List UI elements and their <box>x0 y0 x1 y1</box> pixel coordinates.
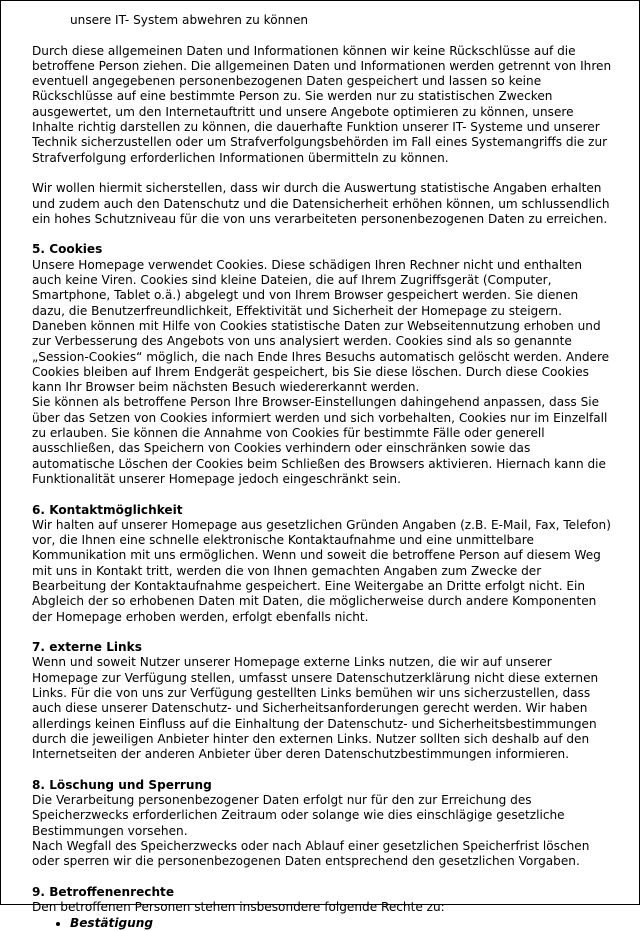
spacer <box>32 28 614 43</box>
section-contact <box>32 503 614 625</box>
section-deletion <box>32 778 614 870</box>
section-paragraph: Nach Wegfall des Speicherzwecks oder nach Ablauf einer gesetzlichen Speicherfrist löschen oder sperren wir die personenbezogenen Daten entsprechend den gesetzlichen Vorgaben. <box>32 839 590 869</box>
spacer <box>32 625 614 640</box>
section-paragraph: Wir halten auf unserer Homepage aus gesetzlichen Gründen Angaben (z.B. E-Mail, Fax, Telefon) vor, die Ihnen eine schnelle elektronische Kontaktaufnahme und eine unmittelbare Kommunikation mit uns ermöglichen. Wenn und soweit die betroffene Person auf diesem Weg mit uns in Kontakt tritt, werden die von Ihnen gemachten Angaben zum Zwecke der Bearbeitung der Kontaktaufnahme gespeichert. Eine Weitergabe an Dritte erfolgt nicht. Ein Abgleich der so erhobenen Daten mit Daten, die möglicherweise durch andere Komponenten der Homepage erhoben werden, erfolgt ebenfalls nicht. <box>32 517 611 624</box>
section-paragraph: Die Verarbeitung personenbezogener Daten erfolgt nur für den zur Erreichung des Speicherzwecks erforderlichen Zeitraum oder solange wie dies einschlägige gesetzliche Bestimmungen vorsehen. <box>32 793 565 838</box>
section-cookies <box>32 242 614 487</box>
section-heading: 9. Betroffenenrechte <box>32 884 175 899</box>
section-paragraph: Unsere Homepage verwendet Cookies. Diese schädigen Ihren Rechner nicht und enthalten auch keine Viren. Cookies sind kleine Dateien, die auf Ihrem Zugriffsgerät (Computer, Smartphone, Tablet o.ä.) abgelegt und von Ihrem Browser gespeichert werden. Sie dienen dazu, die Benutzerfreundlichkeit, Effektivität und Sicherheit der Homepage zu steigern. Daneben können mit Hilfe von Cookies statistische Daten zur Webseitennutzung erhoben und zur Verbesserung des Angebots von uns analysiert werden. Cookies sind als so genannte „Session-Cookies“ möglich, die nach Ende Ihres Besuchs automatisch gelöscht werden. Andere Cookies bleiben auf Ihrem Endgerät gespeichert, bis Sie diese löschen. Durch diese Cookies kann Ihr Browser beim nächsten Besuch wiedererkannt werden. <box>32 257 610 395</box>
document-body <box>32 13 614 931</box>
list-item: • Bestätigung <box>70 916 614 931</box>
spacer <box>32 763 614 778</box>
section-rights <box>32 885 614 931</box>
section-external-links <box>32 640 614 762</box>
section-paragraph: Wenn und soweit Nutzer unserer Homepage externe Links nutzen, die wir auf unserer Homepage zur Verfügung stellen, umfasst unsere Datenschutzerklärung nicht diese externen Links. Für die von uns zur Verfügung gestellten Links bemühen wir uns sicherzustellen, dass auch diese unserer Datenschutz- und Sicherheitsanforderungen gerecht werden. Wir haben allerdings keinen Einfluss auf die Einhaltung der Datenschutz- und Sicherheitsbestimmungen durch die jeweiligen Anbieter hinter den externen Links. Nutzer sollten sich deshalb auf den Internetseiten der anderen Anbieter über deren Datenschutzbestimmungen informieren. <box>32 655 599 762</box>
section-paragraph: Den betroffenen Personen stehen insbesondere folgende Rechte zu: <box>32 900 445 915</box>
section-heading: 5. Cookies <box>32 242 103 257</box>
spacer <box>32 487 614 502</box>
spacer <box>32 227 614 242</box>
section-heading: 7. externe Links <box>32 640 142 655</box>
rights-list <box>32 916 614 931</box>
section-heading: 6. Kontaktmöglichkeit <box>32 502 183 517</box>
spacer <box>32 870 614 885</box>
section-heading: 8. Löschung und Sperrung <box>32 777 212 792</box>
spacer <box>32 166 614 181</box>
paragraph-general-data: Durch diese allgemeinen Daten und Informationen können wir keine Rückschlüsse auf die betroffene Person ziehen. Die allgemeinen Daten und Informationen werden getrennt von Ihren eventuell angegebenen personenbezogenen Daten gespeichert und lassen so keine Rückschlüsse auf eine bestimmte Person zu. Sie werden nur zu statistischen Zwecken ausgewertet, um den Internetauftritt und unsere Angebote optimieren zu können, unsere Inhalte richtig darstellen zu können, die dauerhafte Funktion unserer IT- Systeme und unserer Technik sicherzustellen oder um Strafverfolgungsbehörden im Fall eines Systemangriffs die zur Strafverfolgung erforderlichen Informationen übermitteln zu können. <box>32 43 612 165</box>
section-paragraph: Sie können als betroffene Person Ihre Browser-Einstellungen dahingehend anpassen, dass Sie über das Setzen von Cookies informiert werden und sich vorbehalten, Cookies nur im Einzelfall zu erlauben. Sie können die Annahme von Cookies für bestimmte Fälle oder generell ausschließen, das Speichern von Cookies verhindern oder einschränken sowie das automatische Löschen der Cookies beim Schließen des Browsers aktivieren. Hiernach kann die Funktionalität unserer Homepage jedoch eingeschränkt sein. <box>32 395 608 486</box>
intro-line: unsere IT- System abwehren zu können <box>70 13 309 27</box>
paragraph-statistics: Wir wollen hiermit sicherstellen, dass wir durch die Auswertung statistische Angaben erhalten und zudem auch den Datenschutz und die Datensicherheit erhöhen können, um schlussendlich ein hohes Schutzniveau für die von uns verarbeiteten personenbezogenen Daten zu erreichen. <box>32 181 610 226</box>
